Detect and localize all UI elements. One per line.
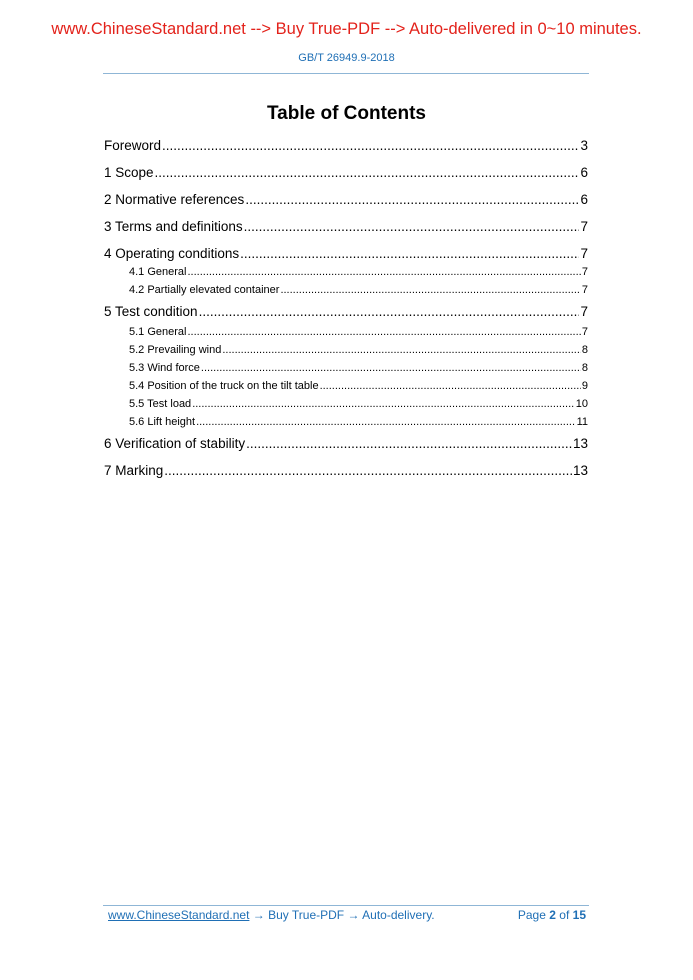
- toc-leader-dots: [164, 461, 572, 481]
- toc-entry-page: 7: [581, 266, 588, 278]
- toc-entry-page: 9: [581, 380, 588, 392]
- toc-entry-verification-stability[interactable]: [104, 434, 588, 461]
- toc-entry-page: 7: [580, 304, 588, 319]
- toc-entry-page: 6: [580, 192, 588, 207]
- page-current: 2: [549, 908, 556, 922]
- toc-leader-dots: [201, 360, 581, 376]
- toc-entry-page: 7: [580, 219, 588, 234]
- toc-entry-label: 7 Marking: [104, 463, 164, 478]
- footer-delivery-text: Auto-delivery.: [362, 908, 435, 922]
- toc-entry-5-3-wind-force[interactable]: [104, 360, 588, 378]
- toc-entry-label: 2 Normative references: [104, 192, 245, 207]
- toc-entry-label: 4 Operating conditions: [104, 246, 240, 261]
- toc-entry-page: 11: [576, 416, 588, 428]
- toc-entry-5-1-general[interactable]: [104, 324, 588, 342]
- toc-entry-label: 6 Verification of stability: [104, 436, 246, 451]
- toc-leader-dots: [199, 302, 580, 322]
- page-label: Page: [517, 908, 546, 922]
- toc-leader-dots: [240, 244, 579, 264]
- toc-leader-dots: [162, 136, 579, 156]
- standard-code: GB/T 26949.9-2018: [298, 52, 395, 64]
- toc-entry-label: 5.2 Prevailing wind: [129, 344, 222, 356]
- toc-leader-dots: [187, 264, 580, 280]
- toc-leader-dots: [320, 378, 581, 394]
- toc-title: Table of Contents: [266, 103, 427, 124]
- toc-entry-page: 7: [580, 246, 588, 261]
- page-indicator: [518, 908, 586, 922]
- toc-entry-page: 8: [581, 362, 588, 374]
- toc-leader-dots: [196, 414, 576, 430]
- toc-entry-page: 10: [575, 398, 588, 410]
- page-of: of: [559, 908, 570, 922]
- table-of-contents: [104, 136, 588, 488]
- toc-entry-foreword[interactable]: [104, 136, 588, 163]
- toc-entry-page: 6: [580, 165, 588, 180]
- toc-entry-normative-references[interactable]: [104, 190, 588, 217]
- toc-entry-page: 13: [572, 436, 588, 451]
- toc-entry-page: 7: [581, 326, 588, 338]
- toc-leader-dots: [280, 282, 580, 298]
- toc-entry-4-2-partially-elevated[interactable]: [104, 282, 588, 300]
- header-divider: [103, 73, 589, 74]
- toc-entry-page: 3: [580, 138, 588, 153]
- toc-entry-page: 13: [572, 463, 588, 478]
- toc-entry-5-6-lift-height[interactable]: [104, 414, 588, 432]
- toc-entry-test-condition[interactable]: [104, 302, 588, 322]
- toc-entry-operating-conditions[interactable]: [104, 244, 588, 264]
- toc-entry-page: 7: [581, 284, 588, 296]
- toc-entry-label: 5.5 Test load: [129, 398, 192, 410]
- footer-divider: [103, 905, 589, 906]
- toc-entry-label: 5 Test condition: [104, 304, 198, 319]
- page-total: 15: [572, 908, 586, 922]
- toc-entry-4-1-general[interactable]: [104, 264, 588, 282]
- toc-entry-label: 3 Terms and definitions: [104, 219, 243, 234]
- promo-banner[interactable]: www.ChineseStandard.net --> Buy True-PDF --> Auto-delivered in 0~10 minutes.: [51, 20, 642, 38]
- toc-entry-label: 4.1 General: [129, 266, 187, 278]
- arrow-right-icon: →: [252, 908, 265, 922]
- arrow-right-icon: →: [347, 908, 360, 922]
- toc-entry-label: 5.6 Lift height: [129, 416, 196, 428]
- footer-buy-text: Buy True-PDF: [268, 908, 345, 922]
- toc-leader-dots: [192, 396, 575, 412]
- toc-entry-label: 5.3 Wind force: [129, 362, 200, 374]
- toc-entry-scope[interactable]: [104, 163, 588, 190]
- toc-leader-dots: [245, 190, 579, 210]
- toc-entry-5-5-test-load[interactable]: [104, 396, 588, 414]
- footer-site-link[interactable]: www.ChineseStandard.net: [108, 908, 250, 922]
- toc-leader-dots: [246, 434, 572, 454]
- toc-entry-label: Foreword: [104, 138, 162, 153]
- page-footer: [108, 908, 586, 922]
- toc-entry-label: 5.4 Position of the truck on the tilt table: [129, 380, 319, 392]
- footer-left: [108, 908, 435, 922]
- toc-entry-5-2-prevailing-wind[interactable]: [104, 342, 588, 360]
- toc-entry-label: 5.1 General: [129, 326, 187, 338]
- toc-entry-label: 1 Scope: [104, 165, 154, 180]
- toc-entry-page: 8: [581, 344, 588, 356]
- toc-leader-dots: [222, 342, 581, 358]
- toc-entry-marking[interactable]: [104, 461, 588, 488]
- toc-entry-label: 4.2 Partially elevated container: [129, 284, 280, 296]
- toc-entry-5-4-truck-position[interactable]: [104, 378, 588, 396]
- toc-leader-dots: [187, 324, 580, 340]
- toc-leader-dots: [155, 163, 580, 183]
- toc-entry-terms-definitions[interactable]: [104, 217, 588, 244]
- toc-leader-dots: [244, 217, 580, 237]
